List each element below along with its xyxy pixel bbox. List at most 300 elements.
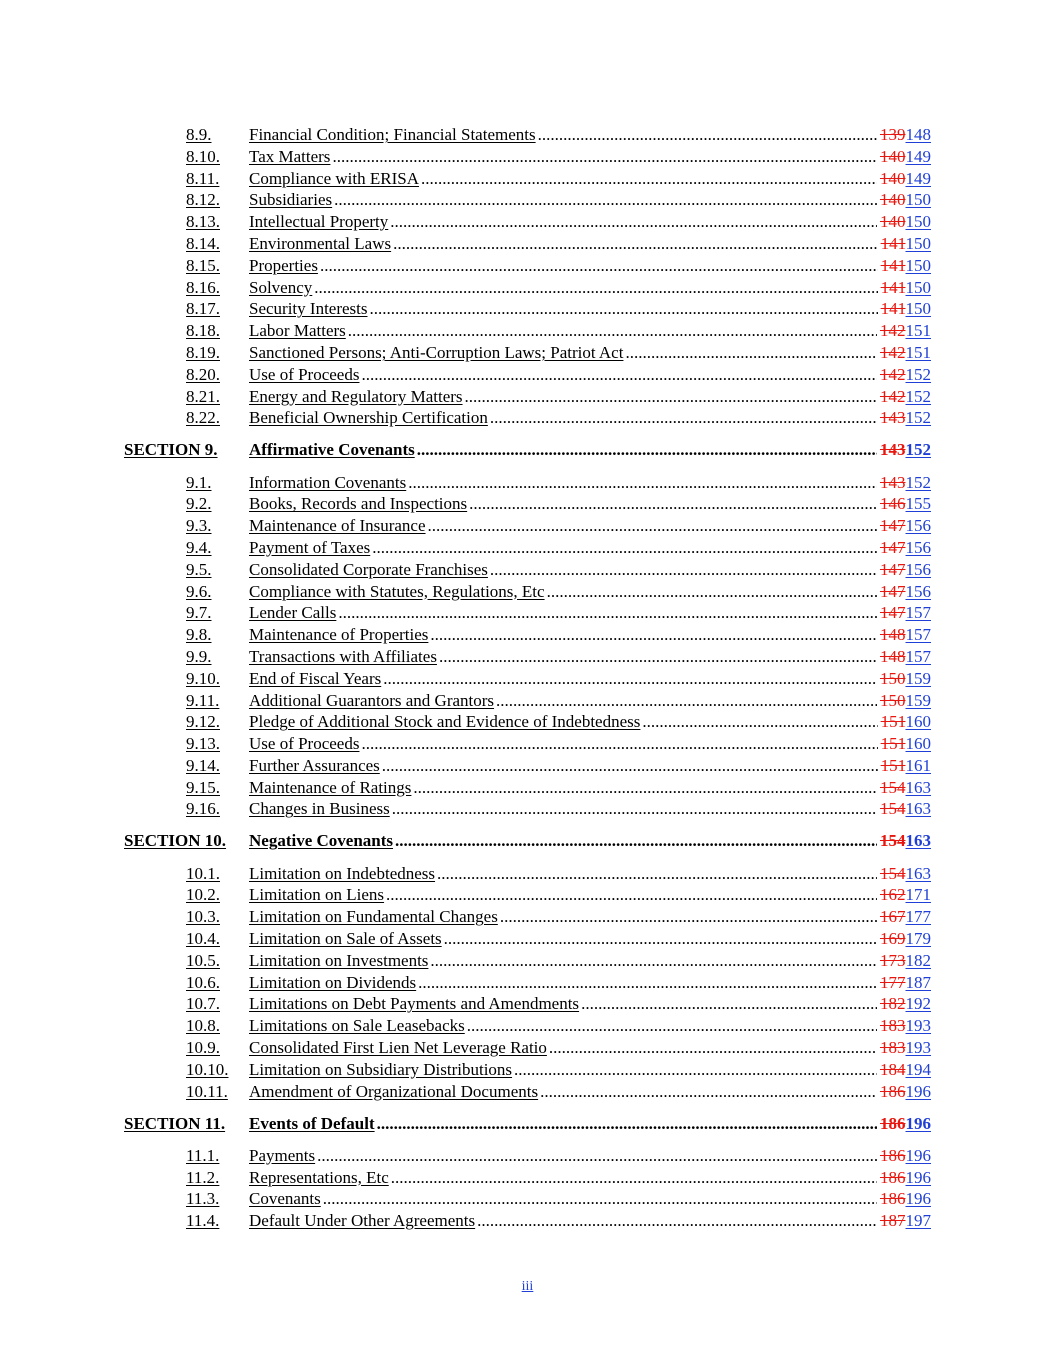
deleted-page-number: 140 xyxy=(880,146,906,166)
toc-page-refs xyxy=(878,755,931,777)
toc-entry-number[interactable]: 9.1. xyxy=(186,472,212,492)
deleted-page-number: 147 xyxy=(880,603,906,623)
inserted-page-link[interactable]: 150 xyxy=(905,255,931,275)
toc-entry-title[interactable]: Use of Proceeds xyxy=(249,734,360,754)
dot-leader xyxy=(361,733,877,755)
deleted-page-number: 183 xyxy=(880,1038,906,1058)
toc-entry-number[interactable]: 8.10. xyxy=(186,146,220,166)
dot-leader xyxy=(408,472,877,494)
toc-page-refs xyxy=(877,472,931,494)
inserted-page-link[interactable]: 192 xyxy=(905,994,931,1014)
deleted-page-number: 186 xyxy=(880,1189,906,1209)
dot-leader xyxy=(469,493,877,515)
toc-page-refs xyxy=(877,906,931,928)
dot-leader xyxy=(338,602,877,624)
dot-leader xyxy=(437,863,877,885)
toc-entry-number[interactable]: 8.14. xyxy=(186,233,220,253)
deleted-page-number: 148 xyxy=(880,646,906,666)
inserted-page-link[interactable]: 152 xyxy=(905,408,931,428)
inserted-page-link[interactable]: 157 xyxy=(905,603,931,623)
dot-leader xyxy=(490,407,877,429)
toc-entry-number[interactable]: 9.10. xyxy=(186,668,220,688)
toc-entry-row xyxy=(0,124,1055,146)
toc-page-refs xyxy=(878,233,931,255)
toc-page-refs xyxy=(878,733,931,755)
toc-entry-number[interactable]: 10.2. xyxy=(186,885,220,905)
deleted-page-number: 186 xyxy=(880,1145,906,1165)
toc-entry-row xyxy=(0,581,1055,603)
deleted-page-number: 140 xyxy=(880,168,906,188)
toc-page-refs xyxy=(877,493,931,515)
deleted-page-number: 154 xyxy=(880,799,906,819)
toc-entry-title[interactable]: Limitations on Sale Leasebacks xyxy=(249,1016,465,1036)
page-number[interactable]: iii xyxy=(521,1279,534,1294)
toc-entry-row xyxy=(0,711,1055,733)
toc-entry-row xyxy=(0,884,1055,906)
dot-leader xyxy=(390,211,877,233)
toc-entry-row xyxy=(0,189,1055,211)
dot-leader xyxy=(377,1113,877,1135)
inserted-page-link[interactable]: 196 xyxy=(905,1189,931,1209)
toc-entry-row xyxy=(0,320,1055,342)
deleted-page-number: 186 xyxy=(880,1113,906,1133)
deleted-page-number: 142 xyxy=(880,321,906,341)
inserted-page-link[interactable]: 196 xyxy=(905,1167,931,1187)
dot-leader xyxy=(465,386,877,408)
inserted-page-link[interactable]: 149 xyxy=(905,146,931,166)
toc-entry-number[interactable]: 10.11. xyxy=(186,1081,228,1101)
toc-entry-title[interactable]: Limitation on Indebtedness xyxy=(249,863,436,883)
toc-entry-row xyxy=(0,928,1055,950)
dot-leader xyxy=(581,993,877,1015)
toc-entry-title[interactable]: Compliance with ERISA xyxy=(249,168,419,188)
toc-entry-number[interactable]: 9.14. xyxy=(186,755,220,775)
inserted-page-link[interactable]: 196 xyxy=(905,1113,931,1133)
inserted-page-link[interactable]: 155 xyxy=(905,494,931,514)
toc-entry-title[interactable]: Representations, Etc xyxy=(249,1167,389,1187)
toc-entry-title[interactable]: Default Under Other Agreements xyxy=(249,1211,476,1231)
toc-entry-row xyxy=(0,364,1055,386)
dot-leader xyxy=(348,320,877,342)
inserted-page-link[interactable]: 160 xyxy=(905,734,931,754)
toc-entry-title[interactable]: Covenants xyxy=(249,1189,321,1209)
toc-entry-title[interactable]: Limitation on Fundamental Changes xyxy=(249,907,498,927)
toc-page-refs xyxy=(877,146,931,168)
toc-entry-number[interactable]: 9.3. xyxy=(186,516,212,536)
toc-entry-number[interactable]: 10.4. xyxy=(186,929,220,949)
toc-entry-row xyxy=(0,624,1055,646)
inserted-page-link[interactable]: 194 xyxy=(905,1059,931,1079)
toc-entry-row xyxy=(0,1167,1055,1189)
dot-leader xyxy=(540,1081,877,1103)
dot-leader xyxy=(334,189,877,211)
deleted-page-number: 184 xyxy=(880,1059,906,1079)
inserted-page-link[interactable]: 150 xyxy=(905,233,931,253)
toc-entry-title[interactable]: Security Interests xyxy=(249,299,368,319)
toc-entry-title[interactable]: Intellectual Property xyxy=(249,212,389,232)
dot-leader xyxy=(430,624,877,646)
toc-entry-row xyxy=(0,646,1055,668)
inserted-page-link[interactable]: 197 xyxy=(905,1211,931,1231)
inserted-page-link[interactable]: 182 xyxy=(905,950,931,970)
toc-entry-number[interactable]: 8.12. xyxy=(186,190,220,210)
inserted-page-link[interactable]: 163 xyxy=(905,863,931,883)
dot-leader xyxy=(549,1037,877,1059)
deleted-page-number: 146 xyxy=(880,494,906,514)
dot-leader xyxy=(514,1059,877,1081)
deleted-page-number: 142 xyxy=(880,364,906,384)
toc-entry-title[interactable]: Payments xyxy=(249,1145,316,1165)
toc-entry-number[interactable]: 9.16. xyxy=(186,799,220,819)
toc-entry-title[interactable]: Maintenance of Ratings xyxy=(249,777,412,797)
toc-entry-row xyxy=(0,1210,1055,1232)
toc-page-refs xyxy=(877,690,931,712)
deleted-page-number: 162 xyxy=(880,885,906,905)
toc-entry-row xyxy=(0,559,1055,581)
toc-entry-number[interactable]: SECTION 10. xyxy=(124,831,227,851)
dot-leader xyxy=(386,884,877,906)
toc-entry-title[interactable]: Maintenance of Insurance xyxy=(249,516,426,536)
dot-leader xyxy=(314,277,877,299)
deleted-page-number: 150 xyxy=(880,690,906,710)
toc-entry-number[interactable]: 10.9. xyxy=(186,1038,220,1058)
dot-leader xyxy=(496,690,877,712)
toc-entry-number[interactable]: 10.7. xyxy=(186,994,220,1014)
inserted-page-link[interactable]: 193 xyxy=(905,1038,931,1058)
toc-entry-title[interactable]: Properties xyxy=(249,255,318,275)
toc-page-refs xyxy=(877,581,931,603)
toc-entry-number[interactable]: 9.7. xyxy=(186,603,212,623)
toc-entry-number[interactable]: 11.3. xyxy=(186,1189,220,1209)
toc-page-refs xyxy=(877,124,931,146)
inserted-page-link[interactable]: 160 xyxy=(905,712,931,732)
toc-entry-row xyxy=(0,342,1055,364)
deleted-page-number: 143 xyxy=(880,472,906,492)
toc-page-refs xyxy=(877,602,931,624)
inserted-page-link[interactable]: 156 xyxy=(905,537,931,557)
dot-leader xyxy=(393,233,878,255)
dot-leader xyxy=(323,1188,877,1210)
toc-entry-row xyxy=(0,233,1055,255)
toc-entry-title[interactable]: Limitation on Sale of Assets xyxy=(249,929,442,949)
deleted-page-number: 140 xyxy=(880,190,906,210)
toc-entry-number[interactable]: 10.5. xyxy=(186,950,220,970)
toc-page-refs xyxy=(877,1113,931,1135)
toc-entry-title[interactable]: Transactions with Affiliates xyxy=(249,646,437,666)
inserted-page-link[interactable]: 152 xyxy=(905,386,931,406)
toc-entry-title[interactable]: Limitations on Debt Payments and Amendments xyxy=(249,994,580,1014)
toc-entry-number[interactable]: 8.22. xyxy=(186,408,220,428)
dot-leader xyxy=(370,298,878,320)
toc-page-refs xyxy=(877,386,931,408)
toc-page-refs xyxy=(877,168,931,190)
toc-entry-title[interactable]: Sanctioned Persons; Anti-Corruption Laws; Patriot Act xyxy=(249,342,624,362)
inserted-page-link[interactable]: 152 xyxy=(905,472,931,492)
inserted-page-link[interactable]: 179 xyxy=(905,929,931,949)
dot-leader xyxy=(320,255,878,277)
inserted-page-link[interactable]: 157 xyxy=(905,646,931,666)
toc-entry-title[interactable]: Labor Matters xyxy=(249,321,346,341)
deleted-page-number: 141 xyxy=(880,255,906,275)
deleted-page-number: 148 xyxy=(880,625,906,645)
toc-entry-row xyxy=(0,515,1055,537)
toc-entry-number[interactable]: 9.12. xyxy=(186,712,220,732)
toc-entry-number[interactable]: 8.9. xyxy=(186,125,212,144)
deleted-page-number: 186 xyxy=(880,1167,906,1187)
deleted-page-number: 182 xyxy=(880,994,906,1014)
toc-page-refs xyxy=(877,439,931,461)
toc-entry-number[interactable]: 8.15. xyxy=(186,255,220,275)
toc-entry-row xyxy=(0,1081,1055,1103)
inserted-page-link[interactable]: 152 xyxy=(905,364,931,384)
toc-entry-title[interactable]: Consolidated Corporate Franchises xyxy=(249,559,488,579)
toc-page-refs xyxy=(878,298,931,320)
dot-leader xyxy=(625,342,877,364)
toc-section-row xyxy=(0,830,1055,852)
toc-entry-title[interactable]: Limitation on Liens xyxy=(249,885,385,905)
toc-entry-title[interactable]: Amendment of Organizational Documents xyxy=(249,1081,539,1101)
deleted-page-number: 167 xyxy=(880,907,906,927)
toc-entry-number[interactable]: 8.20. xyxy=(186,364,220,384)
toc-entry-title[interactable]: Negative Covenants xyxy=(249,831,394,851)
toc-entry-title[interactable]: Limitation on Dividends xyxy=(249,972,417,992)
toc-entry-row xyxy=(0,798,1055,820)
deleted-page-number: 154 xyxy=(880,863,906,883)
dot-leader xyxy=(317,1145,877,1167)
toc-entry-number[interactable]: 9.4. xyxy=(186,537,212,557)
toc-entry-number[interactable]: 8.17. xyxy=(186,299,220,319)
dot-leader xyxy=(428,515,877,537)
dot-leader xyxy=(467,1015,877,1037)
dot-leader xyxy=(395,830,877,852)
toc-entry-row xyxy=(0,146,1055,168)
toc-entry-number[interactable]: SECTION 9. xyxy=(124,440,218,460)
toc-page-refs xyxy=(877,1037,931,1059)
inserted-page-link[interactable]: 193 xyxy=(905,1016,931,1036)
toc-entry-title[interactable]: Maintenance of Properties xyxy=(249,625,429,645)
inserted-page-link[interactable]: 152 xyxy=(905,440,931,460)
inserted-page-link[interactable]: 149 xyxy=(905,168,931,188)
inserted-page-link[interactable]: 163 xyxy=(905,799,931,819)
toc-entry-title[interactable]: Additional Guarantors and Grantors xyxy=(249,690,495,710)
deleted-page-number: 173 xyxy=(880,950,906,970)
dot-leader xyxy=(332,146,877,168)
toc-page-refs xyxy=(877,1145,931,1167)
deleted-page-number: 177 xyxy=(880,972,906,992)
toc-entry-number[interactable]: 9.8. xyxy=(186,625,212,645)
deleted-page-number: 154 xyxy=(880,831,906,851)
inserted-page-link[interactable]: 156 xyxy=(905,516,931,536)
deleted-page-number: 143 xyxy=(880,408,906,428)
toc-entry-row xyxy=(0,863,1055,885)
inserted-page-link[interactable]: 156 xyxy=(905,559,931,579)
toc-entry-row xyxy=(0,277,1055,299)
dot-leader xyxy=(413,777,877,799)
inserted-page-link[interactable]: 187 xyxy=(905,972,931,992)
inserted-page-link[interactable]: 196 xyxy=(905,1145,931,1165)
toc-entry-number[interactable]: 11.4. xyxy=(186,1211,220,1231)
deleted-page-number: 147 xyxy=(880,559,906,579)
table-of-contents xyxy=(0,124,1055,1232)
inserted-page-link[interactable]: 156 xyxy=(905,581,931,601)
deleted-page-number: 187 xyxy=(880,1211,906,1231)
toc-entry-title[interactable]: Beneficial Ownership Certification xyxy=(249,408,488,428)
toc-entry-row xyxy=(0,993,1055,1015)
dot-leader xyxy=(361,364,877,386)
toc-entry-title[interactable]: Subsidiaries xyxy=(249,190,333,210)
toc-entry-number[interactable]: 9.9. xyxy=(186,646,212,666)
toc-entry-title[interactable]: End of Fiscal Years xyxy=(249,668,382,688)
toc-page-refs xyxy=(878,277,931,299)
inserted-page-link[interactable]: 150 xyxy=(905,277,931,297)
toc-entry-row xyxy=(0,1059,1055,1081)
dot-leader xyxy=(418,972,877,994)
toc-entry-title[interactable]: Financial Condition; Financial Statements xyxy=(249,125,536,144)
toc-entry-title[interactable]: Solvency xyxy=(249,277,313,297)
toc-entry-row xyxy=(0,1188,1055,1210)
toc-page-refs xyxy=(877,189,931,211)
inserted-page-link[interactable]: 150 xyxy=(905,212,931,232)
deleted-page-number: 169 xyxy=(880,929,906,949)
toc-entry-number[interactable]: 10.3. xyxy=(186,907,220,927)
toc-entry-row xyxy=(0,668,1055,690)
toc-entry-number[interactable]: 11.2. xyxy=(186,1167,220,1187)
inserted-page-link[interactable]: 150 xyxy=(905,299,931,319)
dot-leader xyxy=(547,581,877,603)
inserted-page-link[interactable]: 150 xyxy=(905,190,931,210)
toc-entry-number[interactable]: 9.6. xyxy=(186,581,212,601)
toc-entry-number[interactable]: 10.10. xyxy=(186,1059,229,1079)
toc-entry-number[interactable]: SECTION 11. xyxy=(124,1113,226,1133)
toc-page-refs xyxy=(877,320,931,342)
toc-entry-title[interactable]: Events of Default xyxy=(249,1113,375,1133)
toc-entry-row xyxy=(0,972,1055,994)
toc-entry-title[interactable]: Lender Calls xyxy=(249,603,337,623)
toc-entry-row xyxy=(0,602,1055,624)
toc-entry-row xyxy=(0,755,1055,777)
toc-entry-number[interactable]: 10.8. xyxy=(186,1016,220,1036)
deleted-page-number: 139 xyxy=(880,125,906,144)
inserted-page-link[interactable]: 163 xyxy=(905,831,931,851)
toc-entry-number[interactable]: 11.1. xyxy=(186,1145,220,1165)
dot-leader xyxy=(391,1167,877,1189)
toc-entry-row xyxy=(0,1037,1055,1059)
toc-entry-number[interactable]: 9.11. xyxy=(186,690,220,710)
dot-leader xyxy=(392,798,877,820)
dot-leader xyxy=(538,124,877,146)
dot-leader xyxy=(500,906,877,928)
toc-entry-title[interactable]: Consolidated First Lien Net Leverage Ratio xyxy=(249,1038,547,1058)
toc-entry-title[interactable]: Limitation on Investments xyxy=(249,950,429,970)
toc-entry-number[interactable]: 9.5. xyxy=(186,559,212,579)
dot-leader xyxy=(444,928,877,950)
deleted-page-number: 141 xyxy=(880,277,906,297)
toc-entry-row xyxy=(0,537,1055,559)
toc-entry-number[interactable]: 8.16. xyxy=(186,277,220,297)
inserted-page-link[interactable]: 177 xyxy=(905,907,931,927)
deleted-page-number: 147 xyxy=(880,581,906,601)
dot-leader xyxy=(642,711,877,733)
toc-entry-title[interactable]: Affirmative Covenants xyxy=(249,440,415,460)
dot-leader xyxy=(430,950,877,972)
inserted-page-link[interactable]: 161 xyxy=(905,755,931,775)
deleted-page-number: 186 xyxy=(880,1081,906,1101)
deleted-page-number: 151 xyxy=(880,755,906,775)
toc-entry-title[interactable]: Further Assurances xyxy=(249,755,380,775)
toc-entry-row xyxy=(0,386,1055,408)
toc-page-refs xyxy=(877,972,931,994)
toc-page-refs xyxy=(877,646,931,668)
toc-entry-number[interactable]: 8.21. xyxy=(186,386,220,406)
toc-entry-title[interactable]: Environmental Laws xyxy=(249,233,392,253)
toc-page-refs xyxy=(877,1059,931,1081)
inserted-page-link[interactable]: 157 xyxy=(905,625,931,645)
toc-entry-title[interactable]: Limitation on Subsidiary Distributions xyxy=(249,1059,513,1079)
dot-leader xyxy=(439,646,877,668)
toc-entry-title[interactable]: Tax Matters xyxy=(249,146,331,166)
toc-page-refs xyxy=(877,863,931,885)
inserted-page-link[interactable]: 151 xyxy=(905,342,931,362)
toc-entry-number[interactable]: 8.18. xyxy=(186,321,220,341)
toc-entry-number[interactable]: 8.11. xyxy=(186,168,220,188)
toc-entry-row xyxy=(0,407,1055,429)
inserted-page-link[interactable]: 171 xyxy=(905,885,931,905)
deleted-page-number: 147 xyxy=(880,537,906,557)
toc-entry-row xyxy=(0,255,1055,277)
inserted-page-link[interactable]: 196 xyxy=(905,1081,931,1101)
inserted-page-link[interactable]: 151 xyxy=(905,321,931,341)
toc-entry-title[interactable]: Compliance with Statutes, Regulations, Etc xyxy=(249,581,545,601)
deleted-page-number: 154 xyxy=(880,777,906,797)
toc-entry-number[interactable]: 9.13. xyxy=(186,734,220,754)
inserted-page-link[interactable]: 163 xyxy=(905,777,931,797)
dot-leader xyxy=(382,755,878,777)
deleted-page-number: 142 xyxy=(880,342,906,362)
dot-leader xyxy=(372,537,877,559)
toc-entry-row xyxy=(0,298,1055,320)
inserted-page-link[interactable]: 159 xyxy=(905,668,931,688)
toc-entry-number[interactable]: 8.13. xyxy=(186,212,220,232)
toc-entry-row xyxy=(0,690,1055,712)
toc-entry-title[interactable]: Use of Proceeds xyxy=(249,364,360,384)
toc-entry-title[interactable]: Changes in Business xyxy=(249,799,390,819)
deleted-page-number: 150 xyxy=(880,668,906,688)
toc-entry-row xyxy=(0,211,1055,233)
toc-entry-number[interactable]: 8.19. xyxy=(186,342,220,362)
toc-entry-number[interactable]: 9.2. xyxy=(186,494,212,514)
toc-entry-title[interactable]: Pledge of Additional Stock and Evidence of Indebtedness xyxy=(249,712,641,732)
toc-entry-title[interactable]: Information Covenants xyxy=(249,472,407,492)
toc-page-refs xyxy=(877,668,931,690)
toc-page-refs xyxy=(877,1188,931,1210)
toc-entry-title[interactable]: Payment of Taxes xyxy=(249,537,371,557)
toc-entry-number[interactable]: 9.15. xyxy=(186,777,220,797)
inserted-page-link[interactable]: 159 xyxy=(905,690,931,710)
toc-entry-title[interactable]: Energy and Regulatory Matters xyxy=(249,386,463,406)
toc-entry-number[interactable]: 10.6. xyxy=(186,972,220,992)
toc-page-refs xyxy=(877,364,931,386)
dot-leader xyxy=(477,1210,877,1232)
toc-entry-row xyxy=(0,168,1055,190)
toc-entry-title[interactable]: Books, Records and Inspections xyxy=(249,494,468,514)
toc-page-refs xyxy=(877,884,931,906)
toc-entry-row xyxy=(0,493,1055,515)
inserted-page-link[interactable]: 148 xyxy=(905,125,931,144)
toc-section-row xyxy=(0,439,1055,461)
toc-page-refs xyxy=(877,342,931,364)
toc-entry-number[interactable]: 10.1. xyxy=(186,863,220,883)
toc-page-refs xyxy=(877,1015,931,1037)
